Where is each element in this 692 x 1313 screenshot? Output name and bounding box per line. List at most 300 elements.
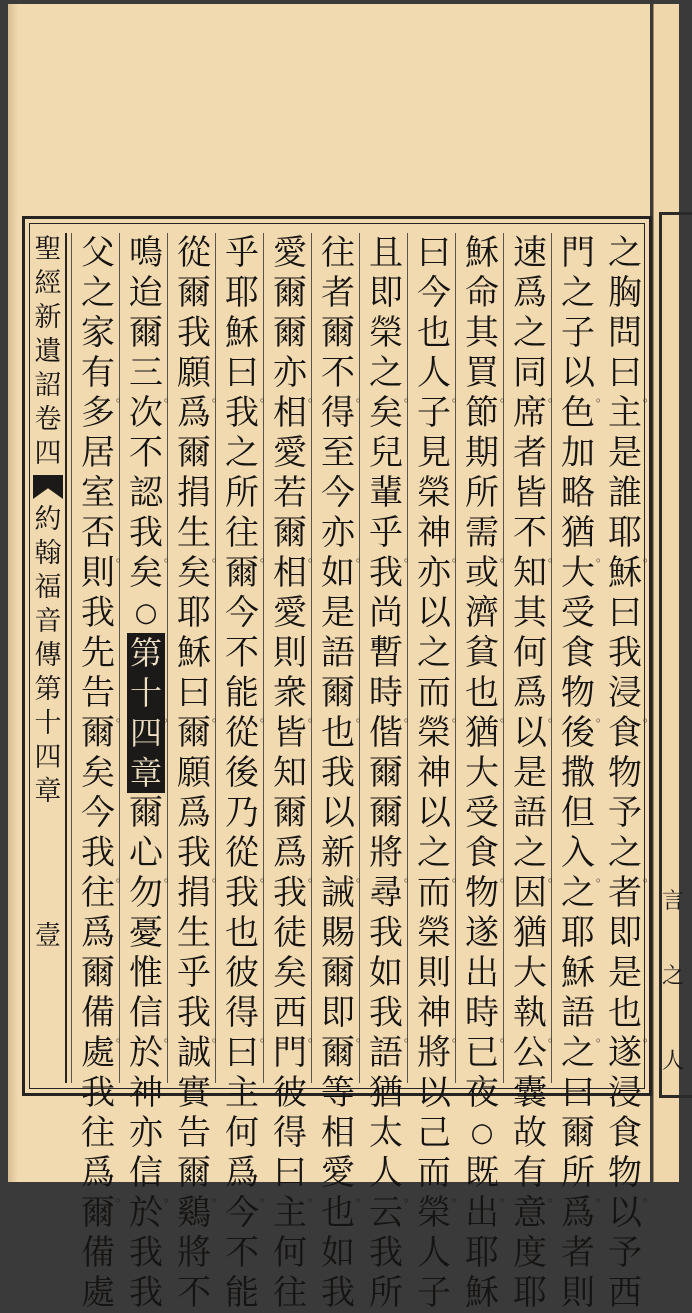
glyph: 門 bbox=[273, 1033, 307, 1073]
glyph: 愛 bbox=[273, 593, 307, 633]
glyph: 爾 bbox=[273, 793, 307, 833]
glyph: 遂 bbox=[465, 913, 499, 953]
glyph: 榮 bbox=[417, 713, 451, 753]
glyph: 曰 bbox=[417, 233, 451, 273]
glyph: 西 bbox=[608, 1273, 642, 1313]
text-frame bbox=[22, 216, 652, 1313]
glyph: 今 bbox=[321, 473, 355, 513]
glyph: 如 bbox=[321, 1233, 355, 1273]
glyph: 輩 bbox=[369, 473, 403, 513]
glyph: 穌 bbox=[225, 313, 259, 353]
text-column bbox=[407, 233, 460, 1313]
glyph: 處 bbox=[81, 1033, 115, 1073]
glyph: 爲 。 bbox=[78, 1153, 118, 1193]
glyph: 愛 。 bbox=[318, 1153, 358, 1193]
glyph: 之 。 bbox=[366, 353, 406, 393]
glyph: 不 bbox=[129, 433, 163, 473]
glyph: 或 bbox=[465, 553, 499, 593]
glyph: 亦 bbox=[417, 553, 451, 593]
glyph: 也 bbox=[225, 913, 259, 953]
glyph: 今 bbox=[81, 793, 115, 833]
glyph: 爾 bbox=[81, 713, 115, 753]
glyph: 所 bbox=[465, 473, 499, 513]
glyph: 爾 bbox=[321, 313, 355, 353]
glyph: 我 bbox=[177, 313, 211, 353]
glyph: 且 bbox=[369, 233, 403, 273]
text-column bbox=[359, 233, 412, 1313]
glyph: 者 bbox=[608, 873, 642, 913]
glyph: 時 。 bbox=[462, 993, 502, 1033]
glyph: 穌 bbox=[608, 553, 642, 593]
glyph: 將 bbox=[177, 1233, 211, 1273]
glyph: 即 bbox=[608, 913, 642, 953]
glyph: 誠 bbox=[177, 1033, 211, 1073]
glyph: 我 bbox=[129, 1233, 163, 1273]
glyph: 亦 。 bbox=[270, 353, 310, 393]
glyph: 子 bbox=[417, 1273, 451, 1313]
glyph: 暫 bbox=[369, 633, 403, 673]
glyph: 矣 bbox=[177, 553, 211, 593]
text-column bbox=[71, 233, 124, 1313]
glyph: 爾 bbox=[225, 553, 259, 593]
glyph: 有 。 bbox=[510, 1153, 550, 1193]
glyph: 不 bbox=[225, 1233, 259, 1273]
glyph: 耶 。 bbox=[605, 513, 645, 553]
glyph: 語 。 bbox=[558, 993, 598, 1033]
glyph: 耶 bbox=[465, 1233, 499, 1273]
glyph: 衆 。 bbox=[270, 673, 310, 713]
margin-section-char: 四 bbox=[34, 742, 62, 773]
glyph: 愛 bbox=[273, 233, 307, 273]
glyph: 猶 bbox=[369, 1073, 403, 1113]
glyph: 我 bbox=[225, 873, 259, 913]
glyph: 爾 bbox=[321, 1033, 355, 1073]
glyph: 猶 bbox=[465, 713, 499, 753]
glyph: 濟 bbox=[465, 593, 499, 633]
glyph: 我 。 bbox=[126, 513, 166, 553]
glyph: 予 bbox=[608, 793, 642, 833]
glyph: 今 bbox=[417, 273, 451, 313]
glyph: 家 bbox=[81, 313, 115, 353]
glyph: 是 bbox=[608, 953, 642, 993]
glyph: 爾 bbox=[129, 313, 163, 353]
glyph: 我 bbox=[321, 1273, 355, 1313]
glyph: 人 。 bbox=[366, 1153, 406, 1193]
glyph: 能 bbox=[225, 1273, 259, 1313]
glyph: 則 bbox=[273, 633, 307, 673]
glyph: 色 bbox=[561, 393, 595, 433]
glyph: 門 bbox=[561, 233, 595, 273]
glyph: 主 bbox=[273, 1193, 307, 1233]
glyph: 勿 bbox=[129, 873, 163, 913]
margin-section-char: 第 bbox=[34, 674, 62, 705]
glyph: 之 bbox=[561, 873, 595, 913]
glyph: 室 bbox=[81, 473, 115, 513]
glyph: 但 bbox=[561, 793, 595, 833]
margin-section-char: 傳 bbox=[34, 640, 62, 671]
glyph: 何 bbox=[513, 633, 547, 673]
glyph: 故 bbox=[513, 1113, 547, 1153]
glyph: 得 bbox=[321, 393, 355, 433]
margin-section-char: 翰 bbox=[34, 538, 62, 569]
glyph: 囊 bbox=[513, 1073, 547, 1113]
edge-char-0: 言 bbox=[662, 889, 685, 914]
margin-section-char: 章 bbox=[34, 776, 62, 807]
glyph: 出 bbox=[465, 1193, 499, 1233]
margin-section-char: 福 bbox=[34, 572, 62, 603]
glyph: 爾 bbox=[129, 793, 163, 833]
glyph: 入 。 bbox=[558, 833, 598, 873]
glyph: 則 bbox=[417, 953, 451, 993]
glyph: 三 。 bbox=[126, 353, 166, 393]
glyph: 誡 bbox=[321, 873, 355, 913]
glyph: 食 bbox=[561, 633, 595, 673]
glyph: 予 bbox=[608, 1233, 642, 1273]
margin-title-char: 詔 bbox=[34, 370, 62, 401]
edge-char-2: 人 bbox=[662, 1049, 685, 1074]
glyph: 貧 bbox=[465, 633, 499, 673]
glyph: 者 bbox=[561, 1233, 595, 1273]
glyph: 曰 bbox=[561, 1073, 595, 1113]
glyph: 主 bbox=[608, 393, 642, 433]
glyph: 不 bbox=[225, 633, 259, 673]
glyph: 之 bbox=[417, 633, 451, 673]
glyph: 即 。 bbox=[318, 993, 358, 1033]
glyph: 之 bbox=[608, 233, 642, 273]
glyph: 居 bbox=[81, 433, 115, 473]
glyph: 榮 bbox=[369, 313, 403, 353]
glyph: 認 bbox=[129, 473, 163, 513]
margin-title-char: 聖 bbox=[34, 234, 62, 265]
glyph: 將 。 bbox=[366, 833, 406, 873]
glyph: 節 bbox=[465, 393, 499, 433]
glyph: 之 bbox=[513, 313, 547, 353]
glyph: 意 bbox=[513, 1193, 547, 1233]
glyph: 也 bbox=[321, 1193, 355, 1233]
glyph: 物 。 bbox=[605, 1153, 645, 1193]
glyph: 曰 。 bbox=[605, 353, 645, 393]
glyph: 相 bbox=[273, 393, 307, 433]
glyph: 往 bbox=[81, 873, 115, 913]
glyph: 誰 bbox=[608, 473, 642, 513]
glyph: 矣 bbox=[273, 953, 307, 993]
glyph: 往 bbox=[321, 233, 355, 273]
glyph: 者 bbox=[321, 273, 355, 313]
glyph: 語 bbox=[321, 633, 355, 673]
glyph: 公 bbox=[513, 1033, 547, 1073]
glyph: 備 bbox=[81, 1233, 115, 1273]
margin-title-char: 四 bbox=[34, 438, 62, 469]
glyph: 彼 bbox=[225, 953, 259, 993]
glyph: 於 bbox=[129, 1193, 163, 1233]
glyph: 第 bbox=[127, 633, 165, 673]
glyph: 得 。 bbox=[222, 993, 262, 1033]
glyph: 子 bbox=[417, 393, 451, 433]
glyph: 我 bbox=[273, 873, 307, 913]
glyph: 新 。 bbox=[318, 833, 358, 873]
glyph: 而 。 bbox=[414, 1153, 454, 1193]
glyph: 神 bbox=[417, 753, 451, 793]
glyph: 也 。 bbox=[605, 993, 645, 1033]
glyph: 需 。 bbox=[462, 513, 502, 553]
glyph: 之 。 bbox=[510, 833, 550, 873]
glyph: 憂 bbox=[129, 913, 163, 953]
edge-char-1: 之 bbox=[662, 964, 685, 989]
glyph: 矣 bbox=[129, 553, 163, 593]
glyph: 受 bbox=[561, 593, 595, 633]
glyph: 而 。 bbox=[414, 673, 454, 713]
glyph: 人 。 bbox=[414, 353, 454, 393]
glyph: 願 bbox=[177, 753, 211, 793]
glyph: 食 。 bbox=[462, 833, 502, 873]
glyph: 大 bbox=[513, 953, 547, 993]
glyph: 從 bbox=[225, 713, 259, 753]
margin-title-char: 新 bbox=[34, 302, 62, 333]
glyph: 心 。 bbox=[126, 833, 166, 873]
margin-title bbox=[31, 233, 65, 471]
glyph: 也 bbox=[417, 313, 451, 353]
glyph: 時 。 bbox=[366, 673, 406, 713]
glyph: 已 bbox=[465, 1033, 499, 1073]
glyph: 捐 bbox=[177, 873, 211, 913]
glyph: 我 bbox=[321, 753, 355, 793]
glyph: 爾 。 bbox=[174, 1153, 214, 1193]
glyph: 之 bbox=[81, 273, 115, 313]
glyph: 我 。 bbox=[366, 993, 406, 1033]
glyph: 尚 bbox=[369, 593, 403, 633]
glyph: 之 。 bbox=[605, 833, 645, 873]
glyph: 大 bbox=[561, 553, 595, 593]
glyph: 知 bbox=[273, 753, 307, 793]
glyph: 云 bbox=[369, 1193, 403, 1233]
margin-title-char: 卷 bbox=[34, 404, 62, 435]
glyph: 是 bbox=[321, 593, 355, 633]
glyph: 是 bbox=[513, 753, 547, 793]
glyph: 所 bbox=[225, 473, 259, 513]
glyph: 其 bbox=[465, 313, 499, 353]
glyph: 將 bbox=[417, 1033, 451, 1073]
margin-title-char: 經 bbox=[34, 268, 62, 299]
glyph: 矣 bbox=[369, 393, 403, 433]
glyph: 否 。 bbox=[78, 513, 118, 553]
glyph: 度 bbox=[513, 1233, 547, 1273]
glyph: 賜 bbox=[321, 913, 355, 953]
margin-strip bbox=[31, 233, 67, 1083]
glyph: 皆 bbox=[513, 473, 547, 513]
glyph: 爲 bbox=[561, 1193, 595, 1233]
glyph: 鳴 bbox=[129, 233, 163, 273]
glyph: 迨 bbox=[129, 273, 163, 313]
glyph: 備 。 bbox=[78, 993, 118, 1033]
glyph: 穌 bbox=[465, 233, 499, 273]
glyph: 耶 bbox=[513, 1273, 547, 1313]
glyph: 往 。 bbox=[222, 513, 262, 553]
glyph: 偕 bbox=[369, 713, 403, 753]
glyph: 爾 bbox=[177, 713, 211, 753]
glyph: 乃 bbox=[225, 793, 259, 833]
glyph: 遂 bbox=[608, 1033, 642, 1073]
glyph: 其 bbox=[513, 593, 547, 633]
glyph: 惟 bbox=[129, 953, 163, 993]
glyph: 亦 。 bbox=[318, 513, 358, 553]
glyph: 語 bbox=[369, 1033, 403, 1073]
glyph: 我 bbox=[81, 1073, 115, 1113]
glyph: 爾 bbox=[273, 273, 307, 313]
glyph: 命 bbox=[465, 273, 499, 313]
glyph: 曰 。 bbox=[222, 353, 262, 393]
glyph: 爾 bbox=[177, 273, 211, 313]
glyph: 曰 。 bbox=[174, 673, 214, 713]
glyph: 浸 。 bbox=[605, 673, 645, 713]
glyph: 之 bbox=[561, 273, 595, 313]
glyph: 以 bbox=[321, 793, 355, 833]
glyph: 爲 bbox=[81, 913, 115, 953]
glyph: 徒 bbox=[273, 913, 307, 953]
glyph: 耶 bbox=[225, 273, 259, 313]
glyph: 四 bbox=[127, 713, 165, 753]
text-column bbox=[311, 233, 364, 1313]
glyph: 榮 bbox=[417, 913, 451, 953]
glyph: 是 bbox=[608, 433, 642, 473]
glyph: 物 bbox=[608, 753, 642, 793]
glyph: 問 bbox=[608, 313, 642, 353]
glyph: 執 。 bbox=[510, 993, 550, 1033]
glyph: 爾 bbox=[177, 433, 211, 473]
glyph: 我 bbox=[81, 593, 115, 633]
text-column bbox=[551, 233, 604, 1313]
glyph: 不 bbox=[177, 1273, 211, 1313]
glyph: 乎 bbox=[177, 953, 211, 993]
glyph: 信 。 bbox=[126, 1153, 166, 1193]
glyph: 以 bbox=[417, 1073, 451, 1113]
text-column bbox=[503, 233, 556, 1313]
glyph: 告 。 bbox=[78, 673, 118, 713]
glyph: 己 bbox=[417, 1113, 451, 1153]
glyph: 捐 bbox=[177, 473, 211, 513]
glyph: 者 bbox=[513, 433, 547, 473]
glyph: 爲 。 bbox=[510, 673, 550, 713]
glyph: 既 。 bbox=[462, 1153, 502, 1193]
glyph: 爾 bbox=[81, 1193, 115, 1233]
glyph: 我 。 bbox=[78, 833, 118, 873]
glyph: 爾 bbox=[369, 753, 403, 793]
glyph: 太 bbox=[369, 1113, 403, 1153]
glyph: 尋 bbox=[369, 873, 403, 913]
glyph: 以 bbox=[417, 593, 451, 633]
glyph: 即 bbox=[369, 273, 403, 313]
glyph: 往 bbox=[81, 1113, 115, 1153]
text-column bbox=[167, 233, 220, 1313]
glyph: 爾 bbox=[81, 953, 115, 993]
glyph: 加 bbox=[561, 433, 595, 473]
glyph: 爾 。 bbox=[270, 513, 310, 553]
glyph: 次 bbox=[129, 393, 163, 433]
glyph: 榮 bbox=[417, 473, 451, 513]
glyph: 同 。 bbox=[510, 353, 550, 393]
glyph: 至 bbox=[321, 433, 355, 473]
glyph: 不 。 bbox=[510, 513, 550, 553]
glyph: 見 bbox=[417, 433, 451, 473]
text-column bbox=[263, 233, 316, 1313]
glyph: 我 bbox=[369, 1233, 403, 1273]
fishtail-mark bbox=[33, 475, 63, 499]
glyph: 處 bbox=[81, 1273, 115, 1313]
glyph: 往 bbox=[273, 1273, 307, 1313]
margin-section-char: 十 bbox=[34, 708, 62, 739]
glyph: 我 bbox=[369, 553, 403, 593]
glyph: 之 bbox=[561, 1033, 595, 1073]
glyph: 能 。 bbox=[222, 673, 262, 713]
glyph: 物 bbox=[465, 873, 499, 913]
glyph: 從 bbox=[177, 233, 211, 273]
glyph: 先 bbox=[81, 633, 115, 673]
glyph: 出 bbox=[465, 953, 499, 993]
glyph: 我 。 bbox=[174, 833, 214, 873]
glyph: 之 bbox=[225, 433, 259, 473]
glyph: 爾 。 bbox=[318, 673, 358, 713]
page-number: 壹 bbox=[34, 921, 61, 951]
glyph: 何 bbox=[273, 1233, 307, 1273]
book-page bbox=[8, 4, 650, 1313]
glyph: 多 bbox=[81, 393, 115, 433]
glyph: 因 bbox=[513, 873, 547, 913]
glyph: 今 bbox=[225, 1193, 259, 1233]
glyph: 爲 。 bbox=[270, 833, 310, 873]
glyph: 乎 bbox=[225, 233, 259, 273]
glyph: 爲 bbox=[177, 793, 211, 833]
glyph: 我 bbox=[225, 393, 259, 433]
glyph: 所 。 bbox=[558, 1153, 598, 1193]
text-column bbox=[599, 233, 651, 1313]
glyph: ○ bbox=[470, 1118, 494, 1148]
glyph: 爲 bbox=[513, 273, 547, 313]
glyph: 受 bbox=[465, 793, 499, 833]
glyph: 我 bbox=[129, 1273, 163, 1313]
glyph: 亦 bbox=[129, 1113, 163, 1153]
glyph: 略 bbox=[561, 473, 595, 513]
glyph: 席 bbox=[513, 393, 547, 433]
glyph: 曰 bbox=[608, 593, 642, 633]
glyph: 若 bbox=[273, 473, 307, 513]
glyph: 有 。 bbox=[78, 353, 118, 393]
glyph: 神 。 bbox=[414, 513, 454, 553]
glyph: 神 。 bbox=[414, 993, 454, 1033]
glyph: 相 bbox=[321, 1113, 355, 1153]
glyph: 彼 bbox=[273, 1073, 307, 1113]
glyph: 曰 bbox=[225, 1033, 259, 1073]
glyph: 我 bbox=[369, 913, 403, 953]
glyph: 告 bbox=[177, 1113, 211, 1153]
glyph: 期 bbox=[465, 433, 499, 473]
glyph: 以 。 bbox=[558, 353, 598, 393]
glyph: 人 bbox=[417, 1233, 451, 1273]
glyph: 願 。 bbox=[174, 353, 214, 393]
glyph: 我 bbox=[608, 633, 642, 673]
glyph: 相 bbox=[273, 553, 307, 593]
glyph: 爾 bbox=[273, 313, 307, 353]
glyph: 食 bbox=[608, 713, 642, 753]
glyph: 曰 。 bbox=[270, 1153, 310, 1193]
margin-section-char: 音 bbox=[34, 606, 62, 637]
glyph: 猶 。 bbox=[558, 513, 598, 553]
glyph: 榮 bbox=[417, 1193, 451, 1233]
glyph: 以 bbox=[608, 1193, 642, 1233]
glyph: 所 bbox=[369, 1273, 403, 1313]
glyph: 從 。 bbox=[222, 833, 262, 873]
glyph: 則 bbox=[81, 553, 115, 593]
glyph: 浸 bbox=[608, 1073, 642, 1113]
glyph: 生 。 bbox=[174, 513, 214, 553]
